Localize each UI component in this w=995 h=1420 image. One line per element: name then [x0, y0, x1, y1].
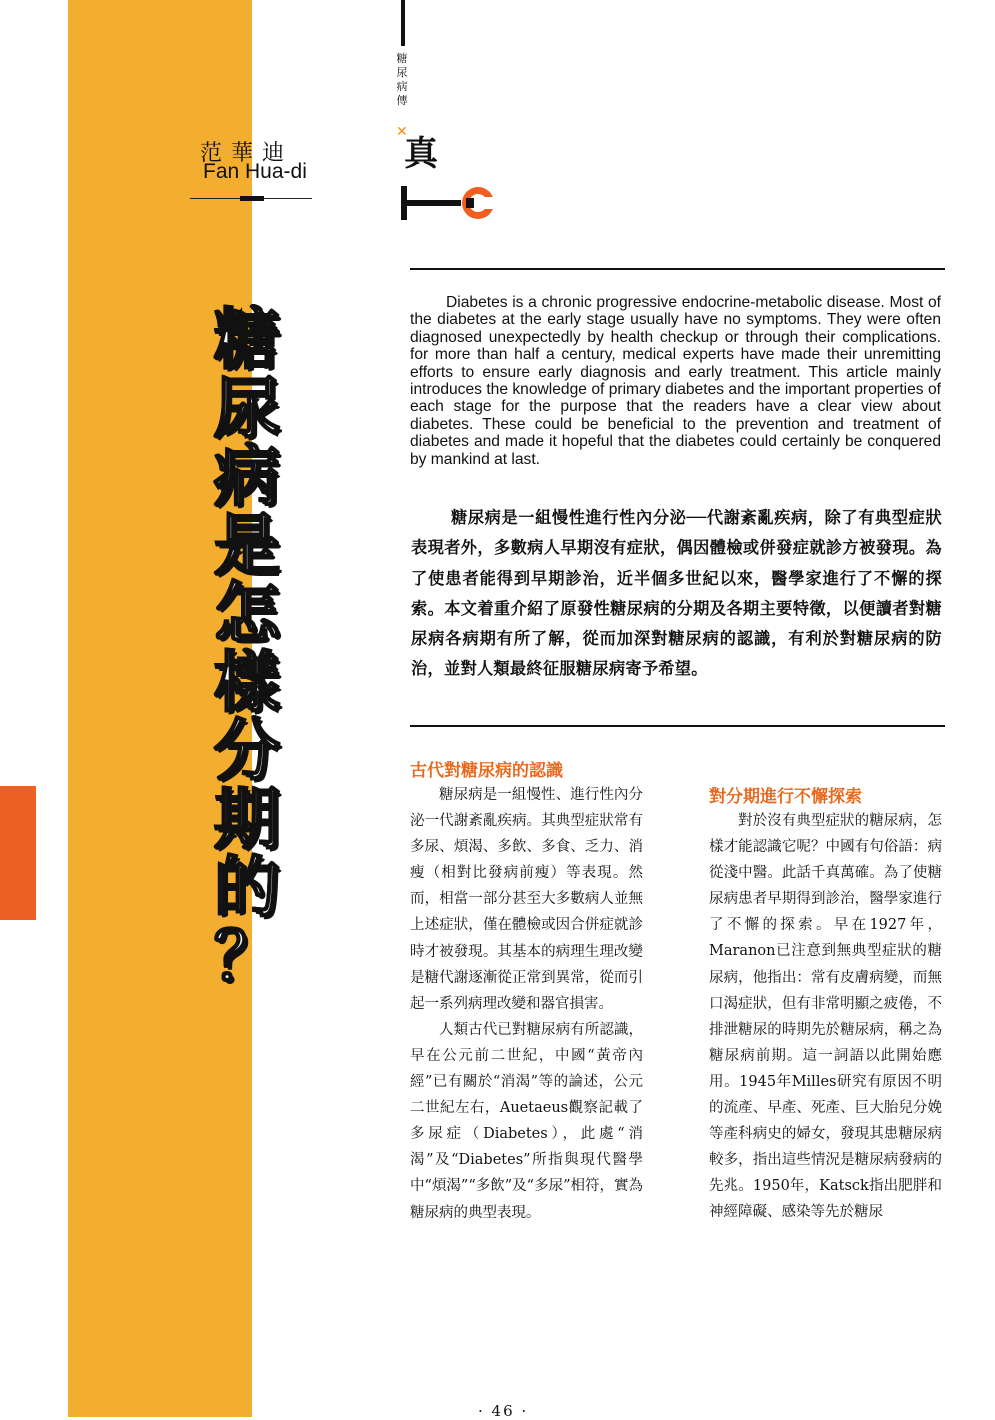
title-char: 是 [214, 506, 280, 584]
column-left [410, 782, 643, 1226]
title-char: 怎 [214, 575, 280, 652]
series-label-char: 糖 [396, 52, 408, 65]
title-char: ？ [214, 917, 280, 995]
title-char: 分 [214, 712, 280, 789]
section-heading-staging: 對分期進行不懈探索 [709, 787, 862, 807]
title-char: 的 [214, 849, 280, 926]
title-char: 期 [214, 780, 280, 858]
author-name-chinese: 范華迪 [200, 141, 294, 166]
abstract-english: Diabetes is a chronic progressive endocrine-metabolic disease. Most of the diabetes at the early stage usually have no symptoms. They were often diagnosed unexpectedly by health checkup or through their complications. for more than half a century, medical experts have made their unremitting efforts to ensure early diagnosis and early treatment. This article mainly introduces the knowledge of primary diabetes and the important properties of each stage for the purpose that the readers have a clear view about diabetes. These could be beneficial to the prevention and treatment of diabetes and made it hopeful that the diabetes could certainly be conquered by mankind at last. [410, 294, 941, 468]
series-top-line [401, 0, 405, 46]
series-label-char: 傳 [396, 94, 408, 107]
column-right [709, 808, 942, 1226]
page-number: · 46 · [478, 1402, 529, 1420]
title-char: 病 [214, 438, 280, 515]
body-paragraph: 人類古代已對糖尿病有所認識，早在公元前二世紀，中國“黃帝內經”已有關於“消渴”等的論述，公元二世紀左右，Auetaeus觀察記載了多尿症（Diabetes），此處“消渴”及“Diabetes”所指與現代醫學中“煩渴”“多飲”及“多尿”相符，實為糖尿病的典型表現。 [410, 1021, 643, 1221]
series-label-char: 尿 [396, 66, 408, 79]
decorative-orange-bar [0, 786, 36, 920]
title-char: 糖 [214, 301, 280, 378]
section-rule-bottom [410, 725, 945, 727]
hc-logo-icon [398, 182, 498, 224]
abstract-chinese: 糖尿病是一組慢性進行性內分泌──代謝紊亂疾病，除了有典型症狀表現者外，多數病人早期沒有症狀，偶因體檢或併發症就診方被發現。為了使患者能得到早期診治，近半個多世紀以來，醫學家進行了不懈的探索。本文着重介紹了原發性糖尿病的分期及各期主要特徵，以便讀者對糖尿病各病期有所了解，從而加深對糖尿病的認識，有利於對糖尿病的防治，並對人類最終征服糖尿病寄予希望。 [411, 508, 942, 679]
author-divider-accent [240, 196, 264, 201]
series-label-char: 病 [396, 80, 408, 93]
title-char: 樣 [214, 643, 280, 721]
body-paragraph: 糖尿病是一組慢性、進行性內分泌一代謝紊亂疾病。其典型症狀常有多尿、煩渴、多飲、多食、乏力、消瘦（相對比發病前瘦）等表現。然而，相當一部分甚至大多數病人並無上述症狀，僅在體檢或因合併症就診時才被發現。其基本的病理生理改變是糖代謝逐漸從正常到異常，從而引起一系列病理改變和器官損害。 [410, 787, 643, 1012]
body-paragraph: 對於沒有典型症狀的糖尿病，怎樣才能認識它呢？中國有句俗語：病從淺中醫。此話千真萬確。為了使糖尿病患者早期得到診治，醫學家進行了不懈的探索。早在1927年，Maranon已注意到無典型症狀的糖尿病，他指出：常有皮膚病變，而無口渴症狀，但有非常明顯之疲倦，不排泄糖尿的時期先於糖尿病，稱之為糖尿病前期。這一詞語以此開始應用。1945年Milles研究有原因不明的流產、早產、死產、巨大胎兒分娩等產科病史的婦女，發現其患糖尿病較多，指出這些情況是糖尿病發病的先兆。1950年，Katsck指出肥胖和神經障礙、感染等先於糖尿 [709, 813, 942, 1221]
series-mark: ✕ [396, 124, 408, 140]
section-rule-top [410, 268, 945, 270]
series-glyph: 真 [404, 134, 438, 174]
article-title [202, 301, 292, 995]
section-heading-ancient: 古代對糖尿病的認識 [410, 761, 563, 781]
series-label [394, 52, 410, 108]
title-char: 尿 [214, 369, 280, 447]
author-name-english: Fan Hua-di [203, 160, 307, 183]
